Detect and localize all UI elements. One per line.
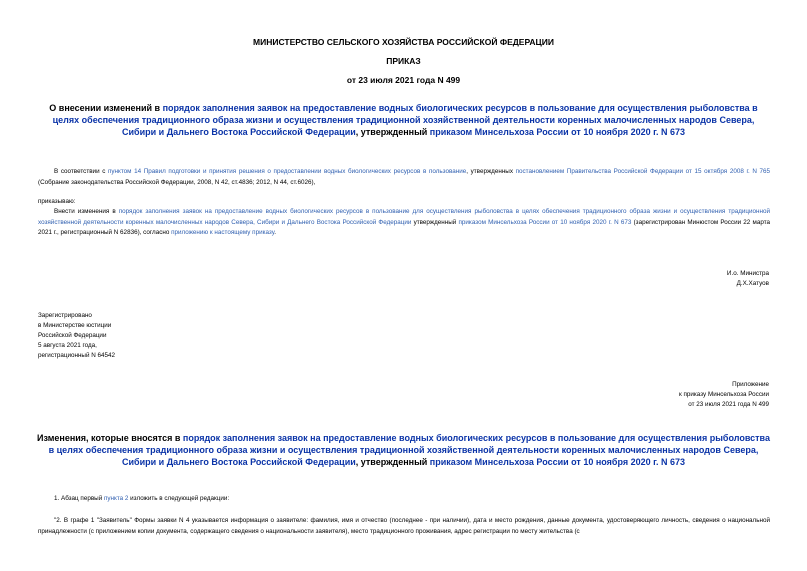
- changes-title: [36, 432, 771, 468]
- appendix-link[interactable]: приложению к настоящему приказу: [171, 229, 275, 236]
- changes-title-text-mid: , утвержденный: [355, 457, 430, 467]
- rules-point-14-link[interactable]: пунктом 14 Правил подготовки и принятия решения о предоставлении водных биологических ресурсов в пользование: [107, 168, 467, 175]
- procedure-link[interactable]: порядок заполнения заявок на предоставление водных биологических ресурсов в пользование для осуществления рыболовства в целях обеспечения традиционного образа жизни и осуществления традиционной хозяйственной деятельности коренных малочисленных народов Севера, Сибири и Дальнего Востока Российской Федерации: [52, 103, 758, 137]
- order-paragraph: [38, 207, 770, 239]
- registration-block: [38, 311, 115, 361]
- ministry-heading: МИНИСТЕРСТВО СЕЛЬСКОГО ХОЗЯЙСТВА РОССИЙСКОЙ ФЕДЕРАЦИИ: [253, 37, 554, 47]
- item-1-text: 1. Абзац первый: [54, 495, 104, 502]
- order-title-text: О внесении изменений в: [49, 103, 163, 113]
- appendix-line: к приказу Минсельхоза России: [678, 391, 769, 398]
- preamble-text-3: (Собрание законодательства Российской Федерации, 2008, N 42, ст.4836; 2012, N 44, ст.6026),: [38, 178, 316, 186]
- signature-block: [569, 269, 769, 289]
- registration-line: в Министерстве юстиции: [38, 322, 112, 329]
- point-2-link[interactable]: пункта 2: [103, 495, 129, 502]
- registration-line: Зарегистрировано: [38, 312, 92, 319]
- changes-title-text: Изменения, которые вносятся в: [37, 433, 183, 443]
- preamble-text-2: , утвержденных: [466, 168, 516, 175]
- preamble-text: В соответствии с: [54, 168, 108, 175]
- item-2-paragraph: "2. В графе 1 "Заявитель" Формы заявки N 4 указывается информация о заявителе: фамилия, имя и отчество (последнее - при наличии), дата и место рождения, данные документа, удостоверяющего личность, сведения о национальной принадлежности (с приложением копии документа, содержащего сведения о национальности заявителя), место традиционного проживания, адрес регистрации по месту жительства (с: [38, 517, 770, 535]
- order-word: приказываю:: [38, 198, 76, 205]
- registration-line: Российской Федерации: [38, 332, 107, 339]
- appendix-line: от 23 июля 2021 года N 499: [688, 401, 769, 408]
- doc-type-heading: ПРИКАЗ: [386, 56, 421, 66]
- order-673-link[interactable]: приказом Минсельхоза России от 10 ноября 2020 г. N 673: [429, 127, 685, 137]
- appendix-line: Приложение: [732, 381, 769, 388]
- item-1-text-2: изложить в следующей редакции:: [128, 495, 230, 502]
- order-text: Внести изменения в: [54, 208, 119, 215]
- government-decree-link[interactable]: постановлением Правительства Российской Федерации от 15 октября 2008 г. N 765: [515, 168, 771, 175]
- order-text-4: .: [274, 229, 277, 236]
- order-date-number: от 23 июля 2021 года N 499: [346, 75, 461, 85]
- signature-position: И.о. Министра: [726, 270, 769, 277]
- preamble-paragraph: [38, 167, 770, 188]
- registration-line: 5 августа 2021 года,: [38, 342, 97, 349]
- order-text-3: (зарегистрирован Минюстом России 22 марта 2021 г., регистрационный N 62836), согласно: [38, 218, 771, 236]
- order-673-link-2[interactable]: приказом Минсельхоза России от 10 ноября 2020 г. N 673: [458, 218, 632, 226]
- registration-line: регистрационный N 64542: [38, 352, 116, 359]
- order-673-link-3[interactable]: приказом Минсельхоза России от 10 ноября 2020 г. N 673: [429, 457, 685, 467]
- order-title-text-mid: , утвержденный: [355, 127, 430, 137]
- item-1-paragraph: [54, 494, 229, 504]
- procedure-link-2[interactable]: порядок заполнения заявок на предоставление водных биологических ресурсов в пользование для осуществления рыболовства в целях обеспечения традиционного образа жизни и осуществления традиционной хозяйственной деятельности коренных малочисленных народов Севера, Сибири и Дальнего Востока Российской Федерации: [38, 208, 770, 226]
- appendix-block: [569, 380, 769, 410]
- order-text-2: утвержденный: [411, 218, 459, 226]
- order-title: [36, 102, 771, 138]
- signature-name: Д.Х.Хатуов: [736, 280, 769, 287]
- procedure-link-3[interactable]: порядок заполнения заявок на предоставление водных биологических ресурсов в пользование для осуществления рыболовства в целях обеспечения традиционного образа жизни и осуществления традиционной хозяйственной деятельности коренных малочисленных народов Севера, Сибири и Дальнего Востока Российской Федерации: [48, 433, 770, 467]
